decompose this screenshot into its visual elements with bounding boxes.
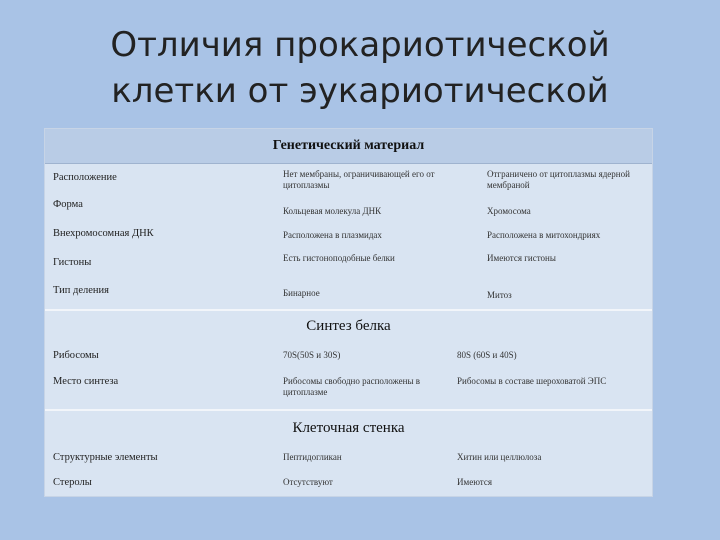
section-divider [45, 309, 652, 311]
title-line-1: Отличия прокариотической [110, 25, 610, 65]
section-heading-protein: Синтез белка [306, 318, 391, 334]
cell-eukaryote-sterols: Имеются [457, 477, 492, 487]
section-heading-cell-wall: Клеточная стенка [292, 420, 405, 436]
cell-eukaryote-structural-elements: Хитин или целлюлоза [457, 452, 542, 462]
row-label-histones: Гистоны [53, 257, 92, 268]
row-label-division: Тип деления [53, 285, 109, 296]
cell-eukaryote-location: Отграничено от цитоплазмы ядерной мембраной [487, 169, 630, 190]
cell-eukaryote-form: Хромосома [487, 206, 531, 216]
comparison-table [44, 128, 653, 497]
cell-prokaryote-ribosomes: 70S(50S и 30S) [283, 350, 341, 360]
section-divider [45, 409, 652, 411]
row-label-structural-elements: Структурные элементы [53, 452, 158, 463]
cell-prokaryote-sterols: Отсутствуют [283, 477, 333, 487]
cell-prokaryote-form: Кольцевая молекула ДНК [283, 206, 382, 216]
cell-prokaryote-location: Нет мембраны, ограничивающей его от цитоплазмы [283, 169, 435, 190]
cell-eukaryote-extrachromosomal-dna: Расположена в митохондриях [487, 230, 601, 240]
cell-prokaryote-synthesis-site: Рибосомы свободно расположены в цитоплазме [283, 376, 420, 397]
cell-prokaryote-division: Бинарное [283, 288, 320, 298]
row-label-extrachromosomal-dna: Внехромосомная ДНК [53, 228, 154, 239]
row-label-sterols: Стеролы [53, 477, 92, 488]
cell-eukaryote-histones: Имеются гистоны [487, 253, 556, 263]
row-label-location: Расположение [53, 172, 117, 183]
cell-prokaryote-histones: Есть гистоноподобные белки [283, 253, 395, 263]
cell-eukaryote-synthesis-site: Рибосомы в составе шероховатой ЭПС [457, 376, 607, 386]
slide-title [0, 22, 720, 114]
row-label-ribosomes: Рибосомы [53, 350, 99, 361]
cell-prokaryote-extrachromosomal-dna: Расположена в плазмидах [283, 230, 382, 240]
cell-eukaryote-division: Митоз [487, 290, 512, 300]
row-label-form: Форма [53, 199, 83, 210]
section-heading-genetic: Генетический материал [45, 129, 652, 164]
row-label-synthesis-site: Место синтеза [53, 376, 119, 387]
cell-eukaryote-ribosomes: 80S (60S и 40S) [457, 350, 517, 360]
cell-prokaryote-structural-elements: Пептидогликан [283, 452, 342, 462]
title-line-2: клетки от эукариотической [111, 71, 609, 111]
